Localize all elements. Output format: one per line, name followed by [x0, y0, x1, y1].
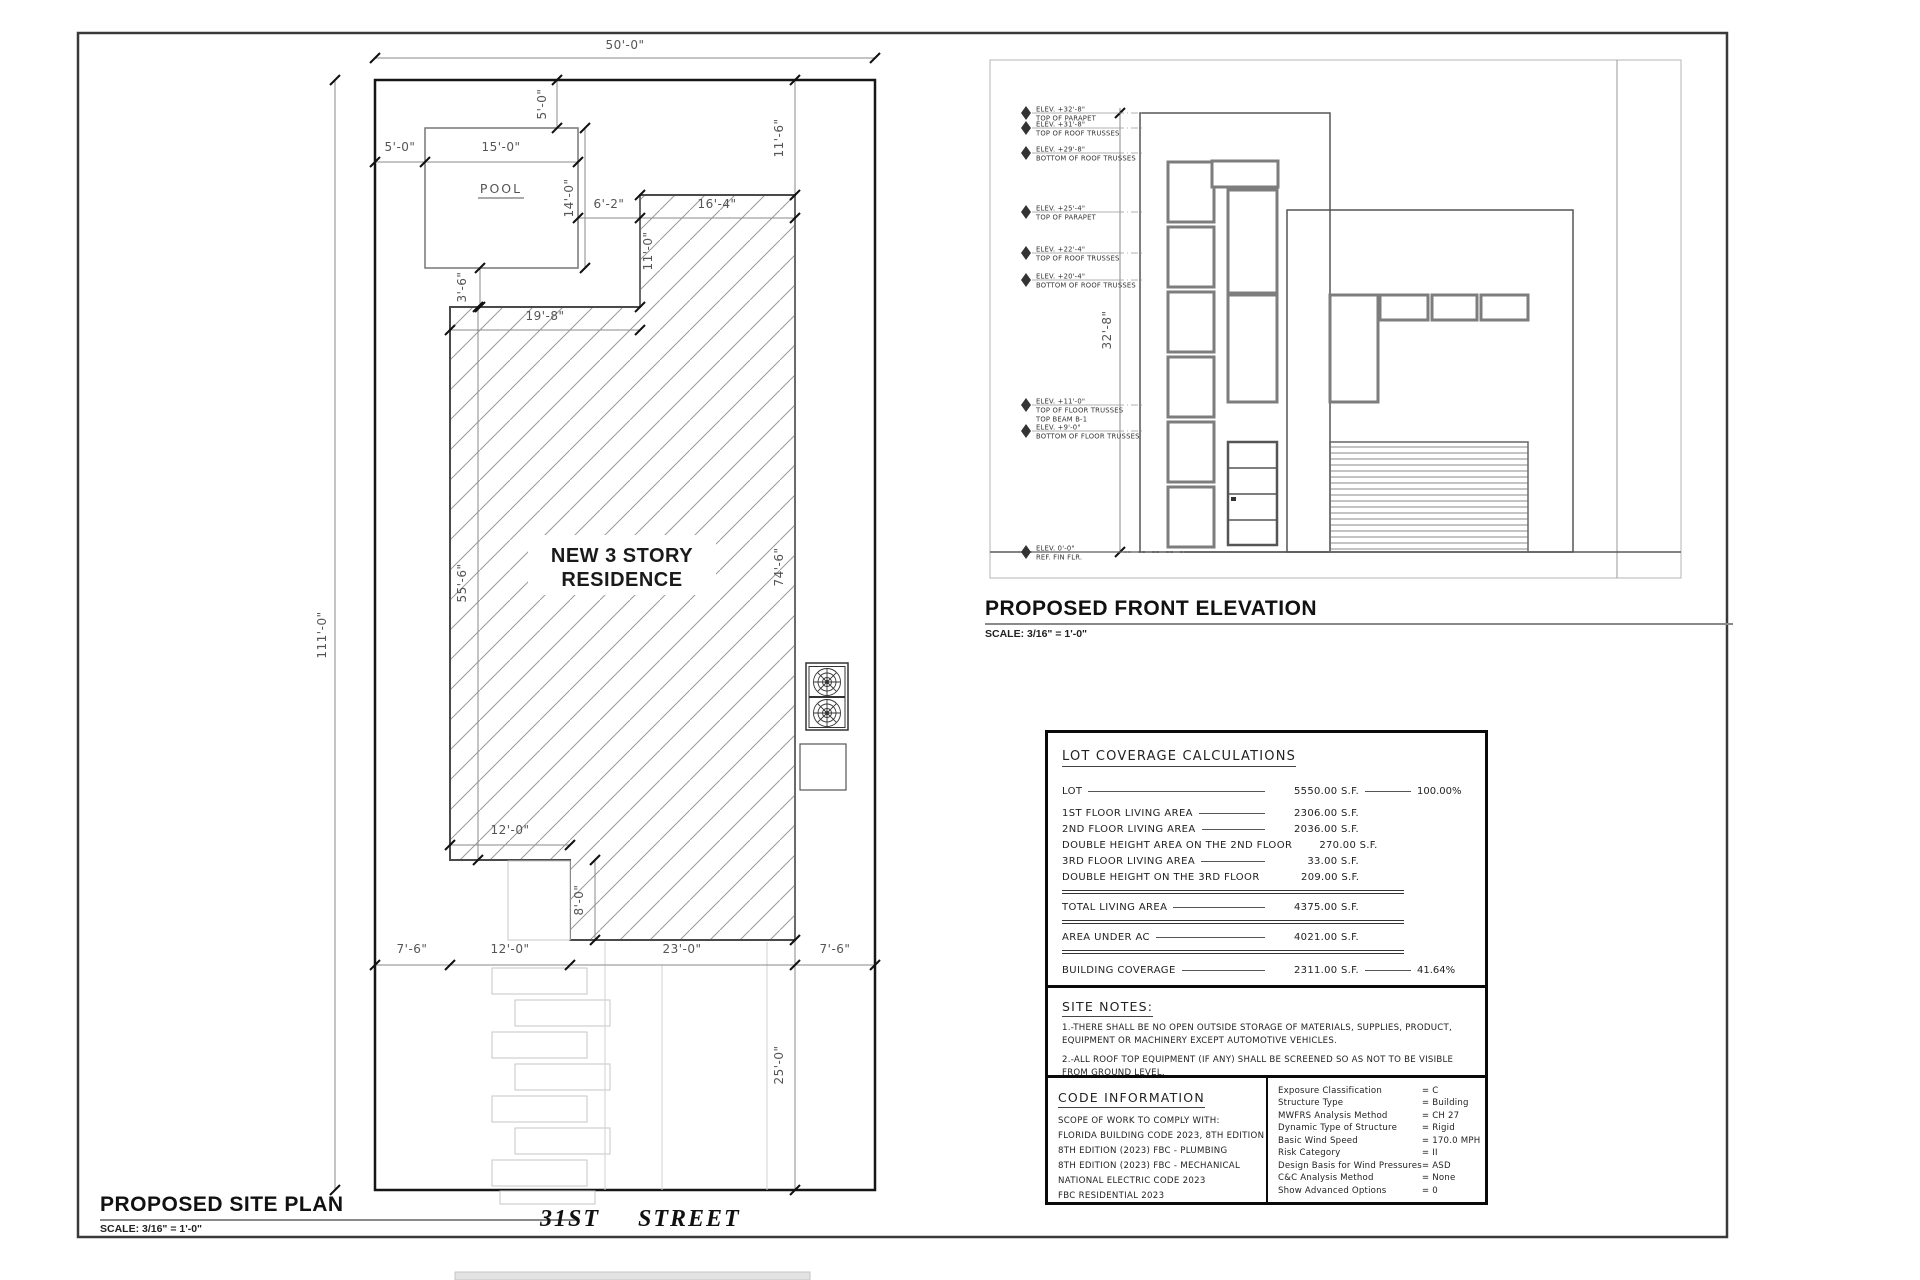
level-marker [1021, 146, 1142, 163]
dim-entry-recess-depth: 8'-0" [572, 884, 586, 916]
svg-text:ELEV. +31'-8": ELEV. +31'-8" [1036, 120, 1086, 129]
area-under-ac-row: AREA UNDER AC 4021.00 S.F. [1062, 931, 1359, 943]
site-notes-section [1048, 988, 1485, 1078]
svg-text:TOP BEAM B-1: TOP BEAM B-1 [1036, 415, 1088, 424]
code-information-section [1048, 1078, 1485, 1202]
dim-right-front: 11'-6" [772, 118, 786, 158]
dim-upper-block-width: 16'-4" [697, 197, 737, 211]
front-elevation [990, 60, 1681, 578]
divider [1062, 920, 1404, 924]
equipment-pad [800, 744, 846, 790]
street-name: 31ST STREET [540, 1206, 741, 1232]
code-param-row: C&C Analysis Method = None [1278, 1173, 1456, 1184]
dim-pool-width: 15'-0" [481, 140, 521, 154]
svg-text:ELEV. +11'-0": ELEV. +11'-0" [1036, 397, 1086, 406]
site-plan [315, 38, 880, 1280]
dim-left-side-depth: 55'-6" [455, 563, 469, 603]
dim-upper-block-depth: 11'-0" [641, 231, 655, 271]
residence-label-line1: NEW 3 STORY [550, 545, 694, 567]
dim-lot-width: 50'-0" [605, 38, 645, 52]
dim-left-wing: 19'-8" [525, 309, 565, 323]
svg-text:ELEV. +32'-8": ELEV. +32'-8" [1036, 105, 1086, 114]
code-param-row: Structure Type = Building [1278, 1098, 1469, 1109]
entry-door [1228, 442, 1277, 545]
elevation-title-underline [985, 623, 1733, 625]
svg-text:TOP OF ROOF TRUSSES: TOP OF ROOF TRUSSES [1036, 254, 1120, 263]
code-param-row: Exposure Classification = C [1278, 1086, 1439, 1096]
dim-front-garage-width: 23'-0" [662, 942, 702, 956]
coverage-row: 3RD FLOOR LIVING AREA 33.00 S.F. [1062, 855, 1359, 867]
building-coverage-row: BUILDING COVERAGE 2311.00 S.F. 41.64% [1062, 964, 1456, 976]
level-marker [1021, 246, 1142, 263]
site-note: 2.-ALL ROOF TOP EQUIPMENT (IF ANY) SHALL BE SCREENED SO AS NOT TO BE VISIBLE FROM GROUND LEVEL. [1062, 1054, 1454, 1078]
elevation-title: PROPOSED FRONT ELEVATION [985, 597, 1318, 620]
dim-pool-setback-top: 5'-0" [535, 88, 549, 120]
ac-fan-icon [814, 669, 841, 696]
code-param-row: MWFRS Analysis Method = CH 27 [1278, 1110, 1460, 1121]
code-param-row: Show Advanced Options = 0 [1278, 1185, 1438, 1196]
level-marker [1021, 398, 1142, 424]
site-plan-scale: SCALE: 3/16" = 1'-0" [100, 1223, 203, 1235]
coverage-row: DOUBLE HEIGHT ON THE 3RD FLOOR 209.00 S.F. [1062, 871, 1360, 883]
code-param-row: Design Basis for Wind Pressures = ASD [1278, 1160, 1451, 1171]
site-plan-title-underline [100, 1219, 578, 1221]
svg-text:BOTTOM OF ROOF TRUSSES: BOTTOM OF ROOF TRUSSES [1036, 281, 1136, 290]
divider [1062, 950, 1404, 954]
dim-front-entry-width: 12'-0" [490, 942, 530, 956]
level-marker [1021, 545, 1185, 562]
code-info-params [1268, 1078, 1512, 1202]
coverage-row: 2ND FLOOR LIVING AREA 2036.00 S.F. [1062, 823, 1359, 835]
door-handle [1231, 497, 1236, 501]
dim-lot-depth: 111'-0" [315, 611, 329, 659]
site-plan-title: PROPOSED SITE PLAN [100, 1193, 344, 1216]
svg-text:ELEV. +9'-0": ELEV. +9'-0" [1036, 423, 1081, 432]
code-param-row: Dynamic Type of Structure = Rigid [1278, 1123, 1455, 1134]
coverage-row: 1ST FLOOR LIVING AREA 2306.00 S.F. [1062, 807, 1359, 819]
dim-pool-depth: 14'-0" [562, 178, 576, 218]
svg-text:TOP OF PARAPET: TOP OF PARAPET [1036, 114, 1096, 123]
dim-driveway-depth: 25'-0" [772, 1045, 786, 1085]
code-info-title: CODE INFORMATION [1058, 1090, 1205, 1108]
code-param-row: Basic Wind Speed = 170.0 MPH [1278, 1135, 1481, 1146]
pool-label: POOL [479, 181, 523, 196]
svg-text:ELEV. +25'-4": ELEV. +25'-4" [1036, 204, 1086, 213]
level-marker [1021, 273, 1142, 290]
ac-units [800, 663, 848, 790]
dim-pool-rear-gap: 3'-6" [455, 271, 469, 303]
svg-text:ELEV. +22'-4": ELEV. +22'-4" [1036, 245, 1086, 254]
street-paving-strip [455, 1272, 810, 1280]
dim-pool-setback-left: 5'-0" [384, 140, 416, 154]
svg-text:ELEV. 0'-0": ELEV. 0'-0" [1036, 544, 1075, 553]
code-param-row: Risk Category = II [1278, 1148, 1438, 1159]
svg-text:TOP OF FLOOR TRUSSES: TOP OF FLOOR TRUSSES [1036, 406, 1124, 415]
lot-coverage-section [1048, 733, 1485, 988]
svg-text:ELEV. +20'-4": ELEV. +20'-4" [1036, 272, 1086, 281]
coverage-row: DOUBLE HEIGHT AREA ON THE 2ND FLOOR 270.00 S.F. [1062, 839, 1378, 851]
dim-overall-height: 32'-8" [1100, 310, 1114, 350]
elevation-scale: SCALE: 3/16" = 1'-0" [985, 628, 1088, 640]
total-living-area-row: TOTAL LIVING AREA 4375.00 S.F. [1062, 901, 1359, 913]
code-info-scope: CODE INFORMATION SCOPE OF WORK TO COMPLY WITH: FLORIDA BUILDING CODE 2023, 8TH EDITION 8TH EDITION (2023) FBC - PLUMBING 8TH EDITION (2023) FBC - MECHANICAL NATIONAL ELECTRIC CODE 2023 FBC RESIDENTIAL 2023 [1048, 1078, 1268, 1202]
svg-text:BOTTOM OF FLOOR TRUSSES: BOTTOM OF FLOOR TRUSSES [1036, 432, 1140, 441]
residence-label-line2: RESIDENCE [561, 569, 683, 591]
svg-text:ELEV. +29'-8": ELEV. +29'-8" [1036, 145, 1086, 154]
site-notes-title: SITE NOTES: [1062, 999, 1153, 1017]
svg-text:BOTTOM OF ROOF TRUSSES: BOTTOM OF ROOF TRUSSES [1036, 154, 1136, 163]
divider [1062, 890, 1404, 894]
dim-pool-to-building: 6'-2" [593, 197, 625, 211]
dim-front-setback-left: 7'-6" [396, 942, 428, 956]
site-note: 1.-THERE SHALL BE NO OPEN OUTSIDE STORAGE OF MATERIALS, SUPPLIES, PRODUCT, EQUIPMENT OR MACHINERY EXCEPT AUTOMOTIVE VEHICLES. [1062, 1023, 1453, 1047]
driveway-pavers [492, 942, 767, 1204]
info-box [1045, 730, 1488, 1205]
ac-fan-icon [814, 700, 841, 727]
coverage-row: LOT 5550.00 S.F. 100.00% [1062, 785, 1462, 797]
dim-building-depth: 74'-6" [772, 547, 786, 587]
level-marker [1021, 205, 1142, 222]
svg-text:REF. FIN FLR.: REF. FIN FLR. [1036, 553, 1083, 562]
level-marker [1021, 121, 1142, 138]
dim-entry-recess-width: 12'-0" [490, 823, 530, 837]
entry-walkway [508, 861, 570, 940]
svg-text:TOP OF PARAPET: TOP OF PARAPET [1036, 213, 1096, 222]
lot-coverage-title: LOT COVERAGE CALCULATIONS [1062, 749, 1296, 767]
dim-front-setback-right: 7'-6" [819, 942, 851, 956]
svg-text:TOP OF ROOF TRUSSES: TOP OF ROOF TRUSSES [1036, 129, 1120, 138]
garage-door [1330, 442, 1528, 552]
level-marker [1021, 424, 1142, 441]
